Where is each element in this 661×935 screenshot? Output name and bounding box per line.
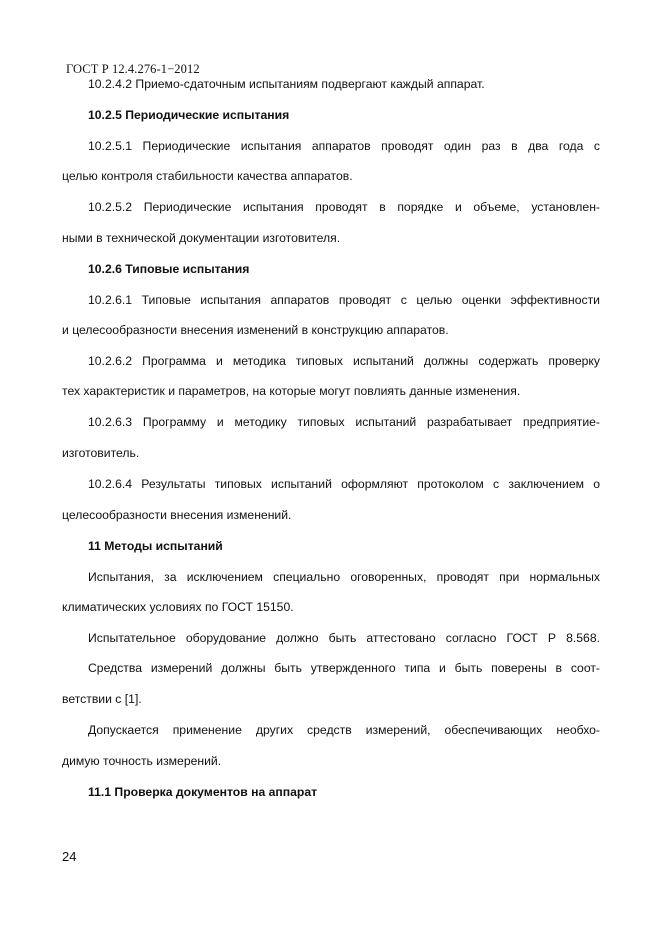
clause-10-2-6-1: 10.2.6.1 Типовые испытания аппаратов проводят с целью оценки эффективности (88, 293, 600, 307)
clause-10-2-5-2-cont: ными в технической документации изготовителя. (62, 231, 341, 245)
clause-10-2-4-2: 10.2.4.2 Приемо-сдаточным испытаниям подвергают каждый аппарат. (88, 77, 485, 91)
paragraph-conditions: Испытания, за исключением специально оговоренных, проводят при нормальных (88, 570, 600, 584)
paragraph-instruments: Средства измерений должны быть утвержденного типа и быть поверены в соот- (88, 661, 600, 675)
standard-header: ГОСТ Р 12.4.276-1−2012 (66, 62, 200, 76)
clause-10-2-6-3: 10.2.6.3 Программу и методику типовых испытаний разрабатывает предприятие- (88, 415, 600, 429)
clause-10-2-6-2-cont: тех характеристик и параметров, на которые могут повлиять данные изменения. (62, 384, 521, 398)
heading-10-2-6: 10.2.6 Типовые испытания (88, 262, 250, 276)
clause-10-2-5-1: 10.2.5.1 Периодические испытания аппаратов проводят один раз в два года с (88, 139, 600, 153)
clause-10-2-5-1-cont: целью контроля стабильности качества аппаратов. (62, 169, 353, 183)
clause-10-2-6-3-cont: изготовитель. (62, 446, 140, 460)
page-number: 24 (62, 849, 77, 864)
clause-10-2-6-4: 10.2.6.4 Результаты типовых испытаний оформляют протоколом с заключением о (88, 477, 600, 491)
heading-10-2-5: 10.2.5 Периодические испытания (88, 108, 290, 122)
heading-11-1: 11.1 Проверка документов на аппарат (88, 785, 318, 799)
heading-11: 11 Методы испытаний (88, 539, 223, 553)
clause-10-2-5-2: 10.2.5.2 Периодические испытания проводят в порядке и объеме, установлен- (88, 200, 600, 214)
paragraph-equipment: Испытательное оборудование должно быть аттестовано согласно ГОСТ Р 8.568. (88, 631, 600, 645)
paragraph-instruments-cont: ветствии с [1]. (62, 692, 142, 706)
paragraph-other-instruments: Допускается применение других средств измерений, обеспечивающих необхо- (88, 723, 600, 737)
clause-10-2-6-2: 10.2.6.2 Программа и методика типовых испытаний должны содержать проверку (88, 354, 600, 368)
paragraph-other-instruments-cont: димую точность измерений. (62, 754, 222, 768)
clause-10-2-6-1-cont: и целесообразности внесения изменений в конструкцию аппаратов. (62, 323, 449, 337)
clause-10-2-6-4-cont: целесообразности внесения изменений. (62, 508, 292, 522)
paragraph-conditions-cont: климатических условиях по ГОСТ 15150. (62, 600, 294, 614)
